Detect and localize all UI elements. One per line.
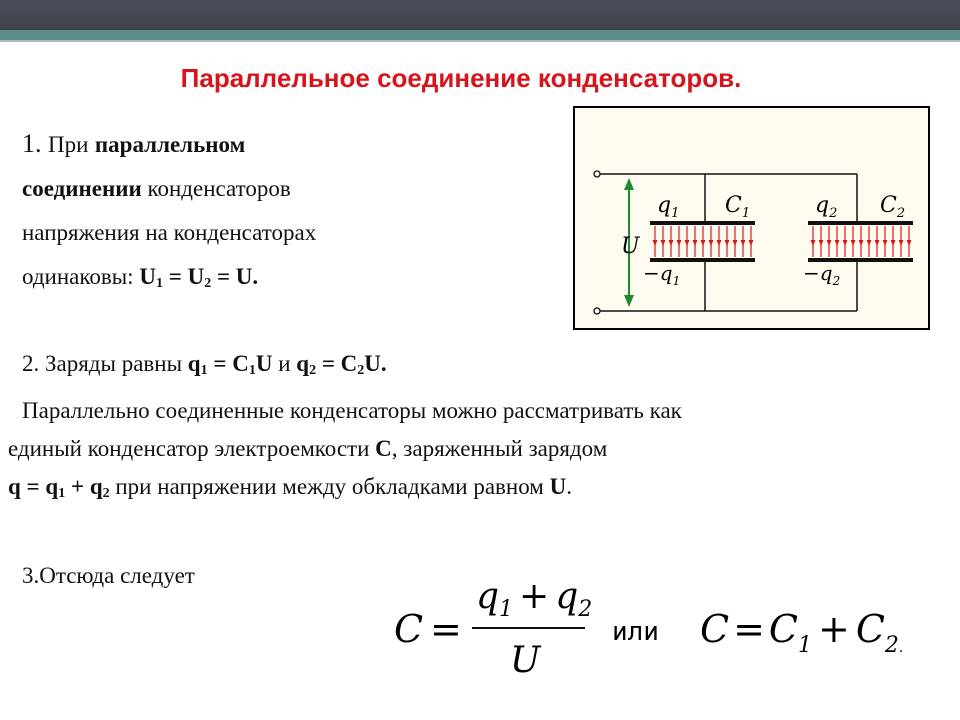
label-q2: $q_2$ [815,193,838,221]
eq-u2: U [187,264,205,289]
eq-u2-sub: 2 [204,276,212,291]
c1-field-arrowhead [749,240,754,246]
c1-field-arrowhead [717,240,722,246]
arrow-head-up [624,178,634,190]
c2-field-arrowhead [859,240,864,246]
c2-field-arrowhead [867,240,872,246]
point-1-line-2 [22,167,562,211]
label-minus-q2: $-q_2$ [803,261,841,288]
c2-field-arrowhead [875,240,880,246]
q1-sub: 1 [200,363,208,378]
point-1-number: 1. [22,129,42,158]
slide-title: Параллельное соединение конденсаторов. [180,63,742,93]
c2-field-arrowhead [851,240,856,246]
plus: + [70,474,85,499]
eq-sign-1: = [168,264,182,289]
formula-eq: = [430,607,462,651]
c2-field-arrowhead [891,240,896,246]
bold-u: U [549,474,567,499]
point-1-bold-connection: соединении [22,176,142,201]
formula-c: C [394,607,424,651]
paragraph-line-3 [8,468,953,506]
point-1-word: При [48,132,89,157]
label-q1: $q_1$ [657,193,680,221]
q2: q [89,474,103,499]
c2-field-arrowhead [843,240,848,246]
point-1-text [22,122,562,299]
u-end: U. [364,351,387,376]
label-c2: $C_2$ [880,193,906,221]
c1-field-arrowhead [653,240,658,246]
capacitance-formula [390,568,930,688]
q1-sub: 1 [58,486,66,501]
label-minus-q1: $-q_1$ [643,261,681,288]
line-3-suffix: при напряжении между обкладками равном [115,474,544,499]
eq-sign: = [321,351,335,376]
c1-field-arrowhead [725,240,730,246]
q2-sub: 2 [309,363,317,378]
c1-field-arrowhead [661,240,666,246]
period: . [566,474,572,499]
line-2-suffix: , заряженный зарядом [391,436,608,461]
paragraph-line-2 [8,430,953,468]
arrow-head-down [624,295,634,307]
point-2-text [22,342,622,386]
u: U [255,351,273,376]
c2-field-lines [811,226,912,257]
terminal-bottom [594,308,600,314]
c1-sub: 1 [248,363,256,378]
c1-field-lines [653,226,754,257]
eq-sign: = [213,351,227,376]
formula-svg [390,568,930,688]
point-2-and: и [278,351,291,376]
charge-equation-2 [296,351,386,376]
capacitor-circuit-diagram [573,106,930,330]
eq-u: U. [235,264,259,289]
point-1-line-3: напряжения на конденсаторах [22,220,317,245]
c1-field-arrowhead [741,240,746,246]
eq-sign-2: = [216,264,231,289]
c2-field-arrowhead [819,240,824,246]
eq: = [26,474,40,499]
q2: q [296,351,310,376]
c1-field-arrowhead [709,240,714,246]
equivalent-paragraph [8,392,953,506]
label-c1: $C_1$ [725,193,751,221]
c1: C [232,351,249,376]
q1: q [45,474,59,499]
formula-rhs: $C = C_1 + C_2$. [700,607,904,658]
point-1-bold-parallel: параллельном [94,132,246,157]
point-1-equal-label: одинаковы: [22,264,134,289]
c2-field-arrowhead [827,240,832,246]
denominator: U [510,640,541,681]
line-2-prefix: единый конденсатор электроемкости [8,436,370,461]
q2-sub: 2 [102,486,110,501]
point-1-line-1 [22,122,562,167]
eq-u1-sub: 1 [155,276,163,291]
point-3-text: 3.Отсюда следует [22,563,195,588]
circuit-svg [575,108,928,328]
top-banner [0,0,960,30]
c2-field-arrowhead [811,240,816,246]
paragraph-line-1: Параллельно соединенные конденсаторы можно рассматривать как [22,398,682,423]
top-banner-line [0,40,960,42]
c1-top-plate [650,221,755,225]
c2: C [340,351,358,376]
charge-equation-1 [188,351,273,376]
eq-u1: U [139,264,156,289]
c1-field-arrowhead [693,240,698,246]
point-2-prefix: 2. Заряды равны [22,351,183,376]
c1-field-arrowhead [677,240,682,246]
voltage-equation [139,264,258,289]
q: q [8,474,21,499]
c2-sub: 2 [357,363,365,378]
c1-field-arrowhead [669,240,674,246]
point-1-line-4 [22,255,562,299]
label-u: U [621,234,640,259]
total-charge-equation [8,474,110,499]
c1-field-arrowhead [685,240,690,246]
c2-top-plate [808,221,913,225]
bold-c: C [375,436,392,461]
c2-field-arrowhead [883,240,888,246]
terminal-top [594,171,600,177]
c2-field-arrowhead [835,240,840,246]
top-banner-accent [0,30,960,40]
c2-field-arrowhead [907,240,912,246]
numerator: $q_1 + q_2$ [476,576,593,622]
point-1-capacitors: конденсаторов [147,176,291,201]
c1-field-arrowhead [733,240,738,246]
formula-or: или [612,617,659,647]
c2-field-arrowhead [899,240,904,246]
c1-field-arrowhead [701,240,706,246]
q1: q [187,351,201,376]
